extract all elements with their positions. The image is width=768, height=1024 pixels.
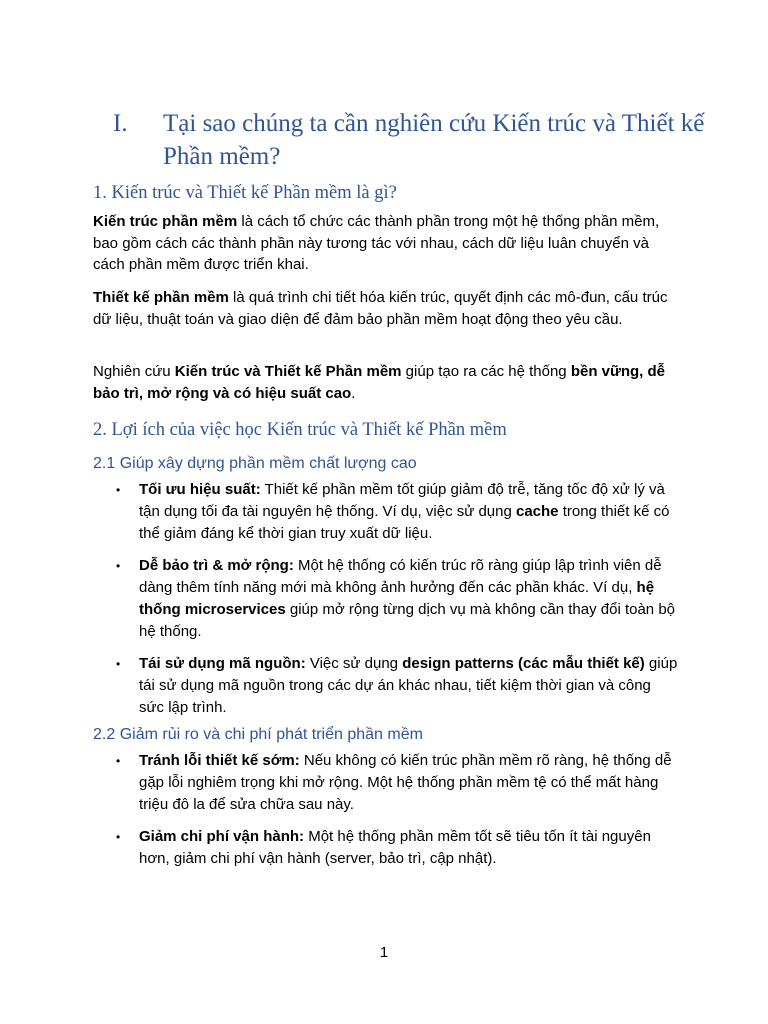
- list-item: • Tái sử dụng mã nguồn: Việc sử dụng design patterns (các mẫu thiết kế) giúp tái sử dụng mã nguồn trong các dự án khác nhau, tiết kiệm thời gian và công sức lập trình.: [116, 655, 678, 716]
- list-item: • Dễ bảo trì & mở rộng: Một hệ thống có kiến trúc rõ ràng giúp lập trình viên dễ dàng thêm tính năng mới mà không ảnh hưởng đến các phần khác. Ví dụ, hệ thống microservices giúp mở rộng từng dịch vụ mà không cần thay đổi toàn bộ hệ thống.: [116, 557, 676, 640]
- bullet-icon: •: [116, 483, 121, 497]
- subsection-2-2-heading: 2.2 Giảm rủi ro và chi phí phát triển phần mềm: [93, 726, 423, 743]
- term-software-architecture: Kiến trúc phần mềm: [93, 213, 238, 230]
- bullet-icon: •: [116, 657, 121, 671]
- section-1-heading: 1. Kiến trúc và Thiết kế Phần mềm là gì?: [93, 183, 397, 203]
- list-item: • Tránh lỗi thiết kế sớm: Nếu không có kiến trúc phần mềm rõ ràng, hệ thống dễ gặp lỗi nghiêm trọng khi mở rộng. Một hệ thống phần mềm tệ có thể mất hàng triệu đô la để sửa chữa sau này.: [116, 752, 672, 813]
- paragraph-why-study: Nghiên cứu Kiến trúc và Thiết kế Phần mềm giúp tạo ra các hệ thống bền vững, dễ bảo trì, mở rộng và có hiệu suất cao.: [93, 363, 666, 402]
- page-number: 1: [379, 944, 389, 961]
- subsection-2-1-list: [93, 479, 678, 729]
- subsection-2-2-list: [93, 750, 678, 880]
- chapter-title: Tại sao chúng ta cần nghiên cứu Kiến trúc và Thiết kế Phần mềm?: [163, 110, 705, 170]
- term-software-design: Thiết kế phần mềm: [93, 289, 229, 306]
- bullet-icon: •: [116, 559, 121, 573]
- section-2-heading: 2. Lợi ích của việc học Kiến trúc và Thiết kế Phần mềm: [93, 420, 507, 440]
- chapter-number: I.: [113, 110, 128, 137]
- bullet-icon: •: [116, 830, 121, 844]
- paragraph-design-definition: Thiết kế phần mềm là quá trình chi tiết hóa kiến trúc, quyết định các mô-đun, cấu trúc dữ liệu, thuật toán và giao diện để đảm bảo phần mềm hoạt động theo yêu cầu.: [93, 289, 668, 328]
- chapter-heading: [113, 107, 713, 173]
- list-item: • Tối ưu hiệu suất: Thiết kế phần mềm tốt giúp giảm độ trễ, tăng tốc độ xử lý và tận dụng tối đa tài nguyên hệ thống. Ví dụ, việc sử dụng cache trong thiết kế có thể giảm đáng kể thời gian truy xuất dữ liệu.: [116, 481, 670, 542]
- subsection-2-1-heading: 2.1 Giúp xây dựng phần mềm chất lượng cao: [93, 455, 417, 472]
- list-item: • Giảm chi phí vận hành: Một hệ thống phần mềm tốt sẽ tiêu tốn ít tài nguyên hơn, giảm chi phí vận hành (server, bảo trì, cập nhật).: [116, 828, 651, 867]
- bullet-icon: •: [116, 754, 121, 768]
- paragraph-architecture-definition: Kiến trúc phần mềm là cách tổ chức các thành phần trong một hệ thống phần mềm, bao gồm cách các thành phần này tương tác với nhau, cách dữ liệu luân chuyển và cách phần mềm được triển khai.: [93, 213, 660, 273]
